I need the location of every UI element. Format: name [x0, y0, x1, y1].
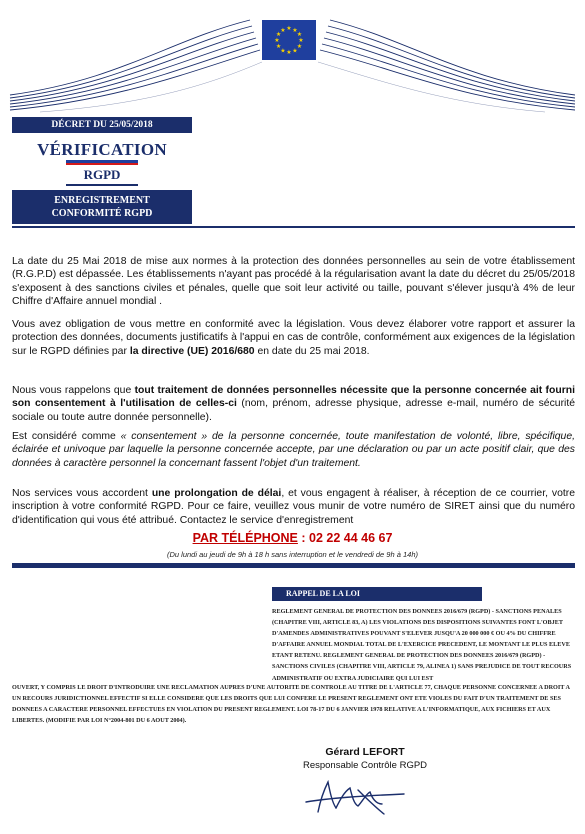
paragraph-reminder: Nous vous rappelons que tout traitement de données personnelles nécessite que la personne concernée ait fourni son consentement à l'utilisation de celles-ci (nom, prénom, adresse physique, adresse e-mail, numéro de sécurité sociale ou toute autre donnée personnelle). [12, 385, 575, 423]
phone-number[interactable]: 02 22 44 46 67 [309, 531, 393, 545]
eu-star-icon: ★ [292, 27, 298, 34]
paragraph-deadline: La date du 25 Mai 2018 de mise aux normes à la protection des données personnelles au sein de votre établissement (R.G.P.D) est dépassée. Les établissements n'ayant pas procédé à la régularisation avant la date du décret du 25/05/2018 s'exposent à des sanctions civiles et pénales, quelle que soit leur activité ou taille, pouvant s'élever jusqu'à 4% de leur Chiffre d'Affaire annuel mondial . [12, 256, 575, 308]
extension-notice: une prolongation de délai [151, 488, 282, 499]
eu-star-icon: ★ [296, 32, 303, 39]
directive-reference: la directive (UE) 2016/680 [129, 345, 255, 357]
registration-line-1: ENREGISTREMENT [54, 195, 150, 206]
law-reminder-title: RAPPEL DE LA LOI [272, 587, 482, 601]
document-title: VÉRIFICATION [37, 140, 167, 159]
law-text-part-1: REGLEMENT GENERAL DE PROTECTION DES DONNEES 2016/679 (RGPD) - SANCTIONS PENALES (CHAPITRE VIII, ARTICLE 83, A) LES VIOLATIONS DES DISPOSITIONS SUIVANTES FONT L'OBJET D'AMENDES ADMINISTRATIVES POUVANT S'ELEVER JUSQU'A 20 000 000 € OU 4% DU CHIFFRE D'AFFAIRE ANNUEL MONDIAL TOTAL DE L'EXERCICE PRECEDENT, LE MONTANT LE PLUS ELEVE ETANT RETENU. REGLEMENT GENERAL DE PROTECTION DES DONNEES 2016/679 (RGPD) - SANCTIONS CIVILES (CHAPITRE VIII, ARTICLE 79, ALINEA 1) SANS PREJUDICE DE TOUT RECOURS ADMINISTRATIF OU EXTRA JUDICIAIRE QUI LUI EST [272, 608, 572, 682]
eu-star-icon: ★ [296, 44, 303, 51]
law-text-part-2: OUVERT, Y COMPRIS LE DROIT D'INTRODUIRE UNE RECLAMATION AUPRES D'UNE AUTORITE DE CONTROLE AU TITRE DE L'ARTICLE 77, CHAQUE PERSONNE CONCERNEE A DROIT A UN RECOURS JURIDICTIONNEL EFFECTIF SI ELLE CONSIDERE QUE LES DROITS QUE LUI CONFERE LE PRESENT REGLEMENT ONT ETE VIOLES DU FAIT D'UN TRAITEMENT DE SES DONNEES A CARACTERE PERSONNEL EFFECTUES EN VIOLATION DU PRESENT REGLEMENT. LOI 78-17 DU 6 JANVIER 1978 RELATIVE A L'INFORMATIQUE, AUX FICHIERS ET AUX LIBERTES. (MODIFIE PAR LOI N°2004-801 DU 6 AOUT 2004). [12, 684, 570, 725]
eu-star-icon: ★ [298, 38, 304, 45]
eu-star-icon: ★ [292, 48, 298, 55]
eu-star-icon: ★ [286, 26, 292, 33]
registration-line-2: CONFORMITÉ RGPD [51, 208, 153, 219]
opening-hours: (Du lundi au jeudi de 9h à 18 h sans interruption et le vendredi de 9h à 14h) [166, 550, 418, 559]
signatory-role: Responsable Contrôle RGPD [302, 760, 428, 771]
phone-contact: PAR TÉLÉPHONE : 02 22 44 46 67 [192, 531, 393, 545]
eu-star-icon: ★ [274, 38, 280, 45]
section-divider [12, 563, 575, 568]
eu-star-icon: ★ [280, 48, 286, 55]
eu-flag-icon [262, 20, 316, 60]
registration-banner [12, 190, 192, 224]
signatory-name: Gérard LEFORT [325, 746, 405, 758]
subtitle-underline [66, 184, 138, 186]
header-divider [12, 226, 575, 228]
eu-star-icon: ★ [275, 32, 282, 39]
paragraph-extension: Nos services vous accordent une prolongation de délai, et vous engagent à réaliser, à réception de ce courrier, votre inscription à votre conformité RGPD. Pour ce faire, veuillez vous munir de votre numéro de SIRET ainsi que du numéro d'identification qui vous été attribué. Contactez le service d'enregistrement [12, 488, 575, 526]
eu-star-icon: ★ [286, 50, 292, 57]
paragraph-consent-definition: Est considéré comme « consentement » de la personne concernée, toute manifestation de volonté, libre, spécifique, éclairée et univoque par laquelle la personne concernée accepte, par une déclaration ou par un acte positif clair, que des données à caractère personnel la concernant fassent l'objet d'un traitement. [12, 431, 575, 469]
consent-requirement: tout traitement de données personnelles nécessite que la personne concernée ait fourni son consentement à l'utilisation de celles-ci [12, 385, 575, 410]
paragraph-obligation: Vous avez obligation de vous mettre en conformité avec la législation. Vous devez élaborer votre rapport et assurer la protection des données, documents justificatifs à l'appui en cas de contrôle, conformément aux exigences de la législation sur le RGPD définies par la directive (UE) 2016/680 en date du 25 mai 2018. [12, 319, 575, 357]
document-subtitle: RGPD [83, 167, 121, 182]
decree-date-banner: DÉCRET DU 25/05/2018 [12, 117, 192, 133]
french-tricolor-bar [66, 160, 138, 165]
phone-label: PAR TÉLÉPHONE [192, 531, 298, 545]
eu-star-icon: ★ [275, 44, 282, 51]
eu-star-icon: ★ [280, 27, 286, 34]
handwritten-signature [300, 772, 410, 822]
